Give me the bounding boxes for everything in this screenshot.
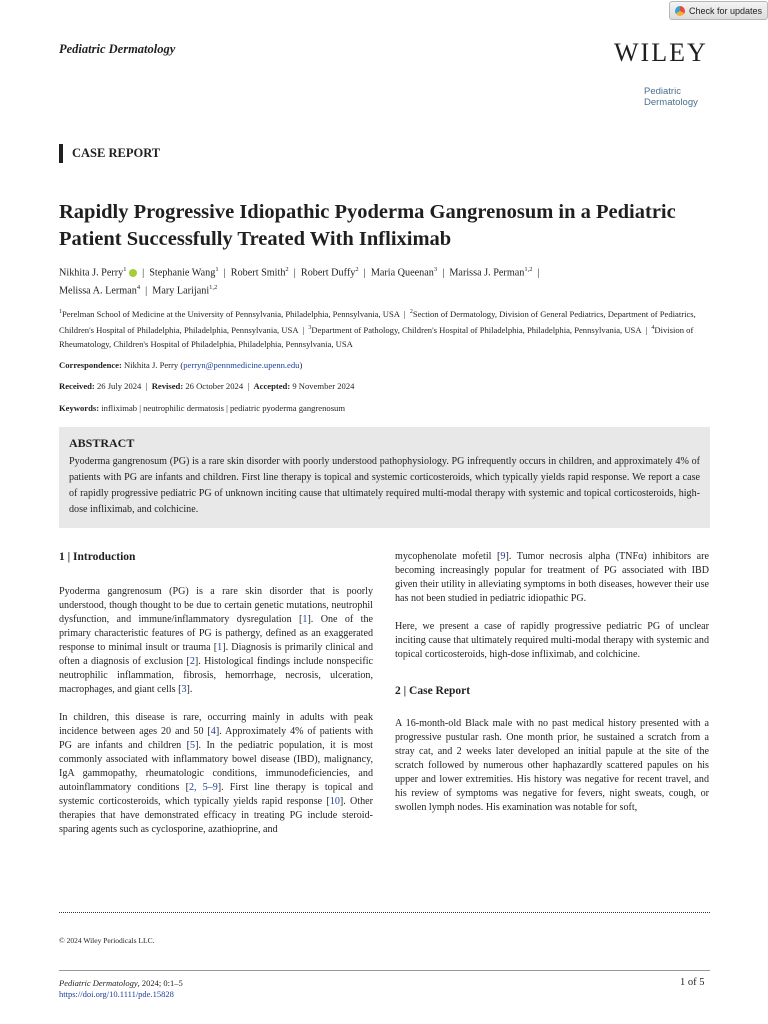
- text-run: In children, this disease is rare, occurring mainly in adults with peak incidence between ages 20 and 50 [: [59, 712, 373, 737]
- text-run: ]. Other therapies that have demonstrated efficacy in treating PG include steroid-sparing agents such as cyclosporine, azathioprine, and: [59, 796, 374, 835]
- text-run: ]. One of the primary characteristic features of PG is pathergy, defined as an exaggerated response to minimal insult or trauma [: [59, 614, 373, 653]
- crossmark-icon: [675, 6, 685, 16]
- affiliation-list: $^1$Perelman School of Medicine at the University of Pennsylvania, Philadelphia, Pennsylvania, USA | $^2$Section of Dermatology, Division of General Pediatrics, Department of Pediatrics, Children's Hospital of Philadelphia, Philadelphia, Pennsylvania, USA | $^3$Department of Pathology, Children's Hospital of Philadelphia, Philadelphia, Pennsylvania, USA | $^4$Division of Rheumatology, Children's Hospital of Philadelphia, Philadelphia, Pennsylvania, USA: [59, 308, 696, 349]
- citation-link[interactable]: 2: [189, 656, 195, 667]
- received-date: 26 July 2024: [96, 381, 142, 391]
- footer-divider: [59, 912, 710, 913]
- correspondence-name: Nikhita J. Perry: [124, 360, 179, 370]
- citation-link[interactable]: 1: [217, 642, 223, 653]
- author-name[interactable]: Stephanie Wang: [149, 267, 216, 279]
- author-name[interactable]: Melissa A. Lerman: [59, 285, 137, 297]
- author-name[interactable]: Maria Queenan: [370, 267, 434, 279]
- keywords-list: infliximab | neutrophilic dermatosis | pediatric pyoderma gangrenosum: [101, 403, 346, 413]
- doi-link[interactable]: https://doi.org/10.1111/pde.15828: [59, 989, 174, 999]
- logo-sub-line2: Dermatology: [644, 97, 698, 108]
- footer-citation: [59, 978, 183, 989]
- orcid-icon[interactable]: [129, 269, 137, 277]
- citation-link[interactable]: 5: [190, 740, 196, 751]
- abstract-box: [59, 427, 710, 528]
- footer-rule: [59, 970, 710, 971]
- citation-link[interactable]: 9: [500, 551, 506, 562]
- text-run: mycophenolate mofetil [: [395, 551, 501, 562]
- affiliation-text: Department of Pathology, Children's Hospital of Philadelphia, Philadelphia, Pennsylvania, USA: [311, 324, 642, 335]
- affiliation-text: Perelman School of Medicine at the University of Pennsylvania, Philadelphia, Pennsylvania, USA: [62, 308, 400, 319]
- journal-name: Pediatric Dermatology: [59, 42, 176, 56]
- received-label: Received:: [59, 381, 95, 391]
- check-for-updates-label: Check for updates: [689, 5, 763, 16]
- footer-volume: , 2024; 0:1–5: [137, 978, 183, 988]
- author-affiliation-ref: 1,2: [524, 266, 533, 273]
- keywords-line: [59, 402, 345, 414]
- affiliation-num: 3: [308, 324, 312, 331]
- wiley-logo: WILEY: [614, 38, 708, 67]
- journal-logo-subtitle: [644, 86, 698, 108]
- citation-link[interactable]: 10: [329, 796, 340, 807]
- footer-journal-name: Pediatric Dermatology: [59, 978, 138, 988]
- text-run: ]. Approximately 4% of patients with PG are infants and children [: [59, 726, 373, 751]
- author-name[interactable]: Nikhita J. Perry: [59, 267, 124, 279]
- citation-link[interactable]: 2, 5–9: [188, 782, 218, 793]
- left-column: [59, 550, 373, 851]
- citation-link[interactable]: 3: [181, 684, 187, 695]
- text-run: ]. Tumor necrosis alpha (TNFα) inhibitors are becoming increasingly popular for treatment of PG associated with IBD given their utility in alleviating symptoms in both diseases, however their use has not been studied in pediatric idiopathic PG.: [395, 551, 709, 604]
- affiliation-num: 1: [59, 309, 62, 315]
- revised-label: Revised:: [151, 381, 184, 391]
- intro-paragraph-3: [395, 550, 709, 606]
- right-column: [395, 550, 709, 829]
- author-name[interactable]: Marissa J. Perman: [449, 267, 525, 279]
- author-affiliation-ref: 2: [355, 266, 359, 273]
- affiliation-text: Division of Rheumatology, Children's Hospital of Philadelphia, Philadelphia, Pennsylvania, USA: [59, 324, 694, 349]
- intro-paragraph-1: [59, 585, 373, 697]
- check-for-updates-button[interactable]: [669, 1, 768, 20]
- keywords-label: Keywords:: [59, 403, 100, 413]
- author-name[interactable]: Robert Smith: [230, 267, 286, 279]
- logo-sub-line1: Pediatric: [644, 86, 681, 97]
- author-affiliation-ref: 1: [123, 266, 127, 273]
- intro-paragraph-2: [59, 711, 373, 837]
- affiliation-num: 2: [409, 309, 413, 315]
- text-run: ]. Diagnosis is primarily clinical and often a diagnosis of exclusion [: [59, 642, 373, 667]
- text-run: ]. First line therapy is topical and systemic corticosteroids, which typically yields rapid response [: [59, 782, 374, 807]
- dates-line: Received: 26 July 2024 | Revised: 26 October 2024 | Accepted: 9 November 2024: [59, 381, 355, 391]
- accepted-label: Accepted:: [253, 381, 291, 391]
- author-affiliation-ref: 2: [285, 266, 289, 273]
- intro-paragraph-4: Here, we present a case of rapidly progressive pediatric PG of unclear inciting cause that ultimately required multi-modal therapy with systemic and topical corticosteroids, high-dose infliximab, and colchicine.: [395, 621, 709, 660]
- author-affiliation-ref: 3: [433, 266, 438, 273]
- correspondence-email-link[interactable]: perryn@pennmedicine.upenn.edu: [183, 360, 300, 370]
- correspondence-line: Correspondence: Nikhita J. Perry (perryn@pennmedicine.upenn.edu): [59, 360, 303, 370]
- abstract-body: Pyoderma gangrenosum (PG) is a rare skin disorder with poorly understood pathophysiology. PG infrequently occurs in children, and approximately 4% of patients with PG are infants and children. First line therapy is topical and systemic corticosteroids, which typically yields rapid response. We report a case of rapidly progressive pediatric PG of unknown inciting cause that ultimately required multi-modal therapy with systemic and topical corticosteroids, high-dose infliximab, and colchicine.: [69, 456, 700, 515]
- author-affiliation-ref: 1,2: [209, 284, 218, 292]
- author-name[interactable]: Robert Duffy: [300, 267, 356, 279]
- author-affiliation-ref: 1: [215, 266, 219, 273]
- accepted-date: 9 November 2024: [292, 381, 355, 391]
- author-affiliation-ref: 4: [136, 284, 141, 292]
- article-title: Rapidly Progressive Idiopathic Pyoderma Gangrenosum in a Pediatric Patient Successfully Treated With Infliximab: [59, 201, 676, 250]
- case-paragraph-1: A 16-month-old Black male with no past medical history presented with a progressive pustular rash. One month prior, he sustained a scratch from a stray cat, and 2 weeks later developed an initial papule at the site of the scratch followed by numerous other haphazardly scattered papules on his upper and lower extremities. His history was negative for recent travel, and his review of symptoms was negative for fevers, night sweats, cough, or swollen lymph nodes. His examination was notable for soft,: [395, 718, 709, 813]
- correspondence-label: Correspondence:: [59, 360, 122, 370]
- article-type-tag: CASE REPORT: [59, 144, 160, 163]
- page-number: 1 of 5: [680, 977, 705, 988]
- author-list: Nikhita J. Perry$^1$ | Stephanie Wang$^1$ | Robert Smith$^2$ | Robert Duffy$^2$ | Maria Queenan$^3$ | Marissa J. Perman$^{1,2}$ | Melissa A. Lerman$^4$ | Mary Larijani$^{1,2}$: [59, 266, 540, 297]
- affiliation-num: 4: [651, 324, 655, 331]
- text-run: ].: [186, 684, 193, 695]
- abstract-heading: ABSTRACT: [69, 436, 135, 450]
- case-report-heading: 2 | Case Report: [395, 685, 471, 697]
- text-run: ]. In the pediatric population, it is most commonly associated with inflammatory bowel disease (IBD), malignancy, IgA gammopathy, rheumatologic conditions, immunodeficiencies, and autoinflammatory conditions [: [59, 740, 373, 793]
- text-run: Pyoderma gangrenosum (PG) is a rare skin disorder that is poorly understood, though thought to be due to certain genetic mutations, neutrophil dysfunction, and immune/inflammatory dysregulation [: [59, 586, 373, 625]
- copyright-notice: © 2024 Wiley Periodicals LLC.: [59, 936, 155, 945]
- intro-heading: 1 | Introduction: [59, 551, 136, 563]
- author-name[interactable]: Mary Larijani: [152, 285, 210, 297]
- affiliation-text: Section of Dermatology, Division of General Pediatrics, Department of Pediatrics, Children's Hospital of Philadelphia, Philadelphia, Pennsylvania, USA: [59, 308, 696, 335]
- revised-date: 26 October 2024: [185, 381, 244, 391]
- citation-link[interactable]: 1: [302, 614, 308, 625]
- text-run: ]. Histological findings include nonspecific neutrophilic inflammation, fibrosis, hemorrhage, necrosis, ulceration, macrophages, and giant cells [: [59, 656, 373, 695]
- doi-line: [59, 989, 174, 999]
- citation-link[interactable]: 4: [210, 726, 216, 737]
